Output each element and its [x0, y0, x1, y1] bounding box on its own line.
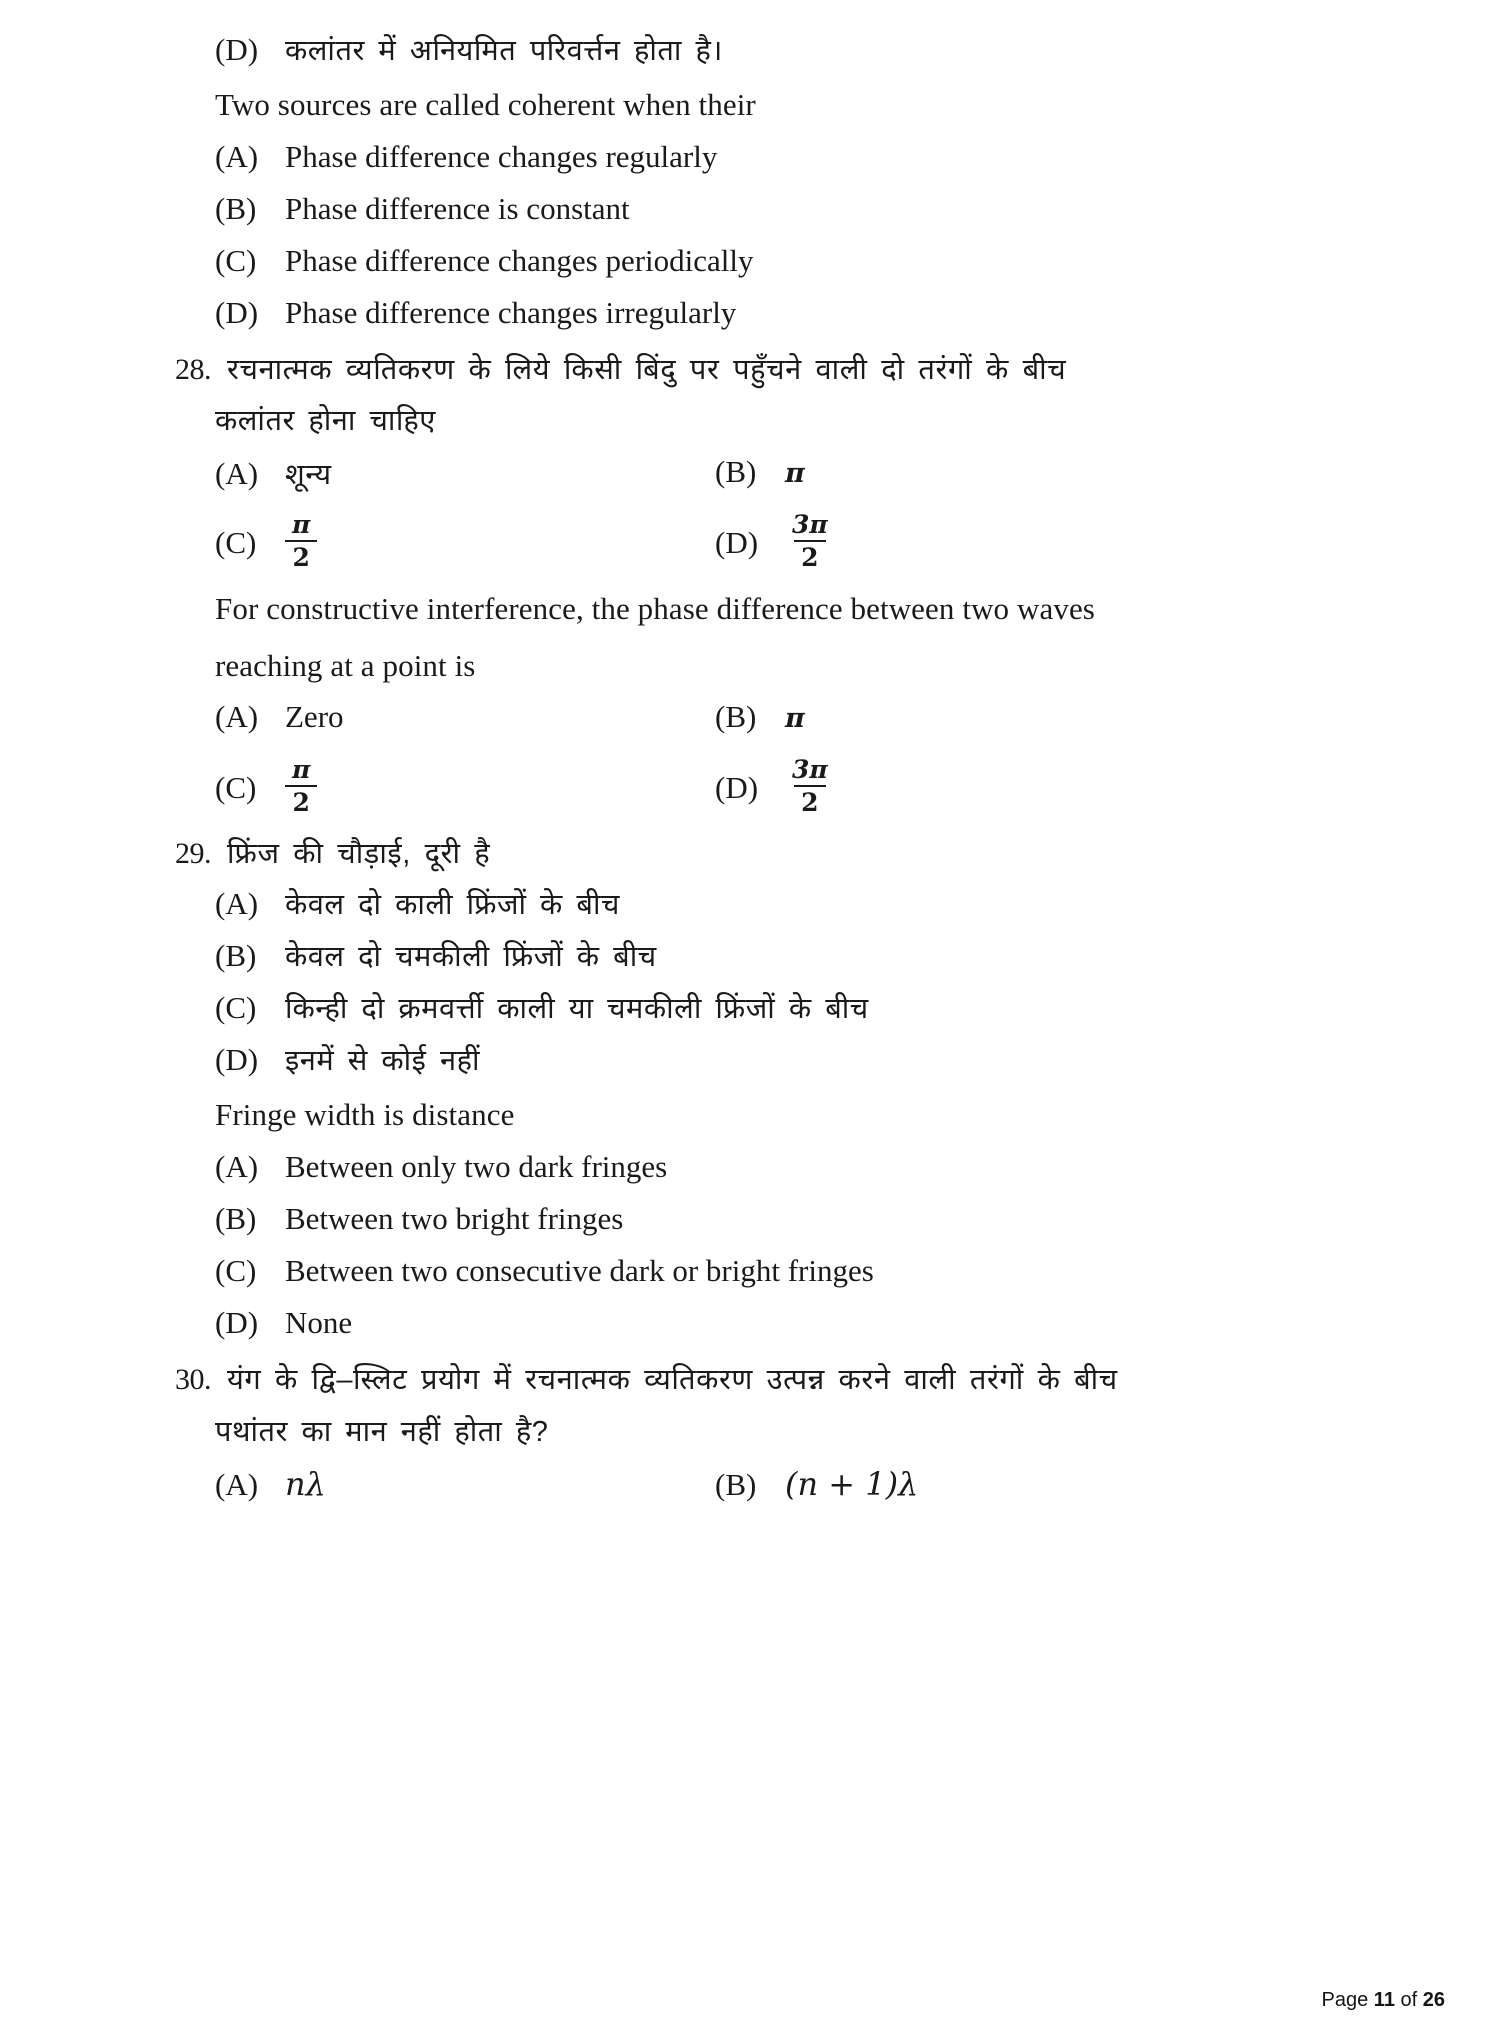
- option-text: Phase difference changes irregularly: [285, 294, 737, 330]
- option-tag: (B): [715, 454, 757, 490]
- option-row-q27-d: [215, 30, 1315, 76]
- option-row-q28-ab: [215, 454, 1315, 500]
- option-q29-b[interactable]: [215, 936, 657, 982]
- option-pi-symbol: π: [785, 458, 805, 490]
- option-tag: (C): [215, 770, 257, 806]
- option-q29-en-d[interactable]: [215, 1305, 352, 1351]
- fraction-denominator: 2: [285, 785, 316, 817]
- question-29-stem-english: Fringe width is distance: [215, 1097, 515, 1133]
- option-q29-en-b[interactable]: [215, 1201, 623, 1247]
- option-text: शून्य: [285, 459, 332, 492]
- option-q29-en-a[interactable]: [215, 1149, 667, 1195]
- option-row-q28-cd: [215, 506, 1315, 580]
- option-text: केवल दो काली फ्रिंजों के बीच: [285, 889, 620, 922]
- option-text: Phase difference is constant: [285, 190, 630, 226]
- option-tag: (A): [215, 699, 259, 735]
- fraction-numerator: π: [292, 755, 311, 785]
- option-text: Between two bright fringes: [285, 1200, 624, 1236]
- option-q29-d[interactable]: [215, 1040, 480, 1086]
- option-text: Phase difference changes periodically: [285, 242, 754, 278]
- option-row-q27-c: [215, 243, 1315, 289]
- option-tag: (C): [215, 525, 257, 561]
- page-footer: [1322, 1989, 1445, 2012]
- option-tag: (B): [215, 190, 257, 226]
- footer-total-pages: 26: [1422, 1989, 1445, 2011]
- option-tag: (C): [215, 990, 257, 1026]
- option-tag: (A): [215, 456, 259, 492]
- option-tag: (D): [215, 32, 259, 67]
- option-q29-en-c[interactable]: [215, 1253, 874, 1299]
- footer-separator: of: [1394, 1989, 1423, 2011]
- option-q27-a[interactable]: [215, 139, 717, 185]
- question-number: 29.: [175, 837, 211, 871]
- option-q28-en-a[interactable]: [215, 699, 715, 745]
- question-number: 28.: [175, 352, 211, 386]
- option-tag: (A): [215, 886, 259, 922]
- question-28-stem-hindi-line2: कलांतर होना चाहिए: [215, 405, 436, 438]
- option-tag: (D): [215, 1042, 259, 1078]
- option-q28-en-b[interactable]: [715, 699, 805, 745]
- fraction-three-pi-over-two: [785, 511, 835, 571]
- option-tag: (C): [215, 242, 257, 278]
- option-q30-b[interactable]: [715, 1465, 918, 1511]
- option-text: केवल दो चमकीली फ्रिंजों के बीच: [285, 941, 657, 974]
- option-row-q27-d-en: [215, 295, 1315, 341]
- option-tag: (A): [215, 138, 259, 174]
- question-30-stem-hindi-line2: पथांतर का मान नहीं होता है?: [215, 1415, 549, 1448]
- option-row-q29-en-a: [215, 1149, 1315, 1195]
- option-q30-a[interactable]: [215, 1465, 715, 1511]
- question-30-stem-hindi-line1: यंग के द्वि–स्लिट प्रयोग में रचनात्मक व्यतिकरण उत्पन्न करने वाली तरंगों के बीच: [227, 1363, 1118, 1396]
- option-tag: (D): [215, 294, 259, 330]
- fraction-numerator: 3π: [792, 510, 828, 540]
- option-text: Phase difference changes regularly: [285, 138, 718, 174]
- option-tag: (A): [215, 1466, 259, 1502]
- option-row-q30-ab: [215, 1465, 1315, 1511]
- option-row-q28-en-cd: [215, 751, 1315, 825]
- fraction-denominator: 2: [794, 785, 825, 817]
- footer-prefix: Page: [1321, 1989, 1374, 2011]
- option-tag: (B): [215, 1200, 257, 1236]
- question-28-stem-english-line2: reaching at a point is: [215, 647, 476, 683]
- fraction-numerator: 3π: [792, 755, 828, 785]
- option-formula: (n + 1)λ: [785, 1464, 919, 1503]
- question-29: [175, 831, 1315, 878]
- option-row-q29-en-b: [215, 1201, 1315, 1247]
- option-text: Between two consecutive dark or bright fringes: [285, 1252, 874, 1288]
- footer-page-number: 11: [1373, 1989, 1395, 2011]
- option-row-q27-a: [215, 139, 1315, 185]
- option-row-q27-b: [215, 191, 1315, 237]
- page-content: [175, 30, 1315, 1517]
- question-30: [175, 1357, 1315, 1404]
- option-tag: (A): [215, 1148, 259, 1184]
- option-row-q29-c: [215, 988, 1315, 1034]
- option-tag: (C): [215, 1252, 257, 1288]
- option-q29-c[interactable]: [215, 988, 869, 1034]
- option-tag: (B): [215, 938, 257, 974]
- option-row-q28-en-ab: [215, 699, 1315, 745]
- fraction-denominator: 2: [794, 540, 825, 572]
- option-q28-a[interactable]: [215, 454, 715, 500]
- question-28: [175, 347, 1315, 394]
- option-pi-symbol: π: [785, 703, 805, 735]
- option-row-q29-a: [215, 884, 1315, 930]
- option-q28-b[interactable]: [715, 454, 805, 500]
- option-text: किन्ही दो क्रमवर्त्ती काली या चमकीली फ्रिंजों के बीच: [285, 993, 869, 1026]
- question-28-stem-hindi-line1: रचनात्मक व्यतिकरण के लिये किसी बिंदु पर पहुँचने वाली दो तरंगों के बीच: [227, 353, 1067, 386]
- option-text: Zero: [285, 699, 344, 735]
- option-row-q29-en-c: [215, 1253, 1315, 1299]
- option-tag: (D): [715, 525, 759, 561]
- option-text: Between only two dark fringes: [285, 1148, 668, 1184]
- q27-english-stem: Two sources are called coherent when their: [215, 87, 756, 122]
- option-q27-b[interactable]: [215, 191, 630, 237]
- question-29-stem-hindi: फ्रिंज की चौड़ाई, दूरी है: [227, 838, 491, 871]
- fraction-three-pi-over-two: [785, 756, 835, 816]
- option-row-q29-en-d: [215, 1305, 1315, 1351]
- option-q29-a[interactable]: [215, 884, 620, 930]
- option-text: इनमें से कोई नहीं: [285, 1045, 480, 1078]
- option-row-q29-b: [215, 936, 1315, 982]
- question-number: 30.: [175, 1362, 211, 1396]
- option-text: None: [285, 1304, 353, 1340]
- option-q28-c[interactable]: [215, 506, 715, 580]
- option-q28-en-c[interactable]: [215, 751, 715, 825]
- option-q27-d[interactable]: [215, 30, 723, 76]
- fraction-pi-over-two: [285, 756, 317, 816]
- option-row-q29-d: [215, 1040, 1315, 1086]
- option-tag: (B): [715, 699, 757, 735]
- fraction-pi-over-two: [285, 511, 317, 571]
- fraction-numerator: π: [292, 510, 311, 540]
- option-q27-d-en[interactable]: [215, 295, 736, 341]
- option-q27-c[interactable]: [215, 243, 754, 289]
- fraction-denominator: 2: [285, 540, 316, 572]
- option-tag: (B): [715, 1466, 757, 1502]
- option-q28-d[interactable]: [715, 506, 835, 580]
- option-tag: (D): [215, 1304, 259, 1340]
- option-formula: nλ: [285, 1464, 326, 1503]
- option-q28-en-d[interactable]: [715, 751, 835, 825]
- question-28-stem-english-line1: For constructive interference, the phase difference between two waves: [215, 591, 1095, 627]
- option-tag: (D): [715, 770, 759, 806]
- option-text: कलांतर में अनियमित परिवर्त्तन होता है।: [285, 35, 723, 67]
